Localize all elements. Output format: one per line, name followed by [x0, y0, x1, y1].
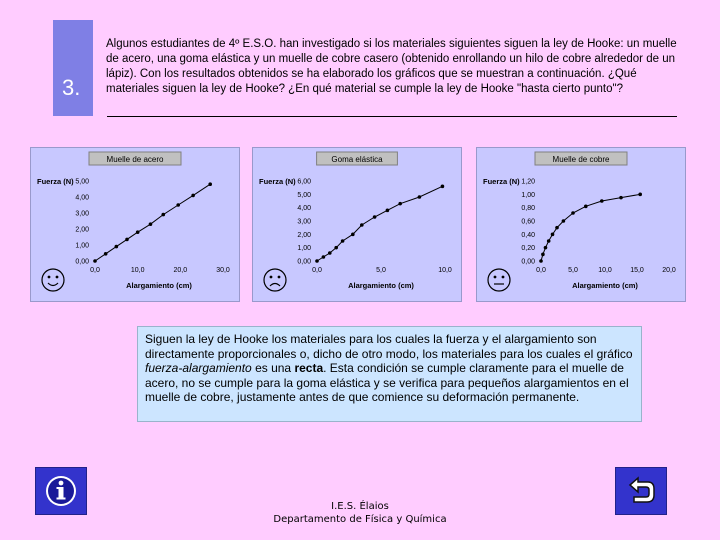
y-tick-label: 0,00: [75, 258, 89, 266]
info-icon: [36, 468, 86, 514]
return-arrow-icon: [616, 468, 666, 514]
chart-panel-rubber: [252, 147, 462, 302]
y-tick-label: 0,80: [521, 205, 535, 213]
data-point: [441, 185, 445, 189]
data-point: [360, 223, 364, 227]
chart-panel-copper: [476, 147, 686, 302]
explanation-bold: recta: [294, 361, 324, 375]
y-tick-label: 1,00: [297, 245, 311, 253]
footer-school: I.E.S. Élaios: [331, 501, 389, 512]
data-point: [584, 205, 588, 209]
x-axis-label: Alargamiento (cm): [348, 281, 414, 290]
series-line: [317, 186, 442, 261]
y-tick-label: 2,00: [75, 226, 89, 234]
data-point: [638, 193, 642, 197]
footer: [250, 500, 470, 526]
chart-svg: [31, 148, 239, 301]
y-axis-label: Fuerza (N): [483, 177, 520, 186]
data-point: [398, 202, 402, 206]
chart-title: Muelle de acero: [106, 155, 164, 164]
return-button[interactable]: [615, 467, 667, 515]
y-tick-label: 0,00: [297, 258, 311, 266]
data-point: [547, 239, 551, 243]
data-point: [125, 238, 129, 242]
x-tick-label: 5,0: [376, 267, 386, 274]
data-point: [541, 253, 545, 257]
divider: [107, 116, 677, 117]
sad-face-icon: [264, 269, 286, 291]
data-point: [562, 219, 566, 223]
data-point: [334, 246, 338, 250]
y-tick-label: 0,60: [521, 218, 535, 226]
data-point: [571, 211, 575, 215]
x-axis-label: Alargamiento (cm): [572, 281, 638, 290]
chart-title: Goma elástica: [331, 155, 383, 164]
data-point: [555, 226, 559, 230]
x-tick-label: 0,0: [90, 267, 100, 274]
info-button[interactable]: [35, 467, 87, 515]
data-point: [208, 182, 212, 186]
data-point: [386, 209, 390, 213]
y-axis-label: Fuerza (N): [37, 177, 74, 186]
data-point: [149, 222, 153, 226]
y-tick-label: 5,00: [297, 191, 311, 199]
data-point: [322, 255, 326, 259]
data-point: [551, 233, 555, 237]
y-tick-label: 0,40: [521, 231, 535, 239]
data-point: [418, 195, 422, 199]
y-tick-label: 0,20: [521, 245, 535, 253]
data-point: [191, 194, 195, 198]
data-point: [544, 246, 548, 250]
data-point: [115, 245, 119, 249]
x-axis-label: Alargamiento (cm): [126, 281, 192, 290]
question-number-box: [53, 20, 93, 116]
x-tick-label: 15,0: [630, 267, 644, 274]
y-tick-label: 3,00: [297, 218, 311, 226]
y-tick-label: 5,00: [75, 178, 89, 186]
data-point: [315, 259, 319, 263]
question-number: 3.: [62, 75, 81, 100]
explanation-italic: fuerza-alargamiento: [145, 361, 252, 375]
y-tick-label: 4,00: [75, 194, 89, 202]
explanation-text-3: . Esta condición se cumple claramente para el muelle de acero, no se cumple para la goma elástica y se verifica para pequeños alargamientos en el muelle de cobre, justamente antes de que comience su deformación permanente.: [145, 361, 629, 404]
data-point: [93, 259, 97, 263]
footer-department: Departamento de Física y Química: [273, 514, 447, 525]
x-tick-label: 30,0: [216, 267, 230, 274]
x-tick-label: 20,0: [173, 267, 188, 274]
data-point: [539, 259, 543, 263]
y-tick-label: 4,00: [297, 205, 311, 213]
y-tick-label: 0,00: [521, 258, 535, 266]
x-tick-label: 20,0: [662, 267, 676, 274]
data-point: [341, 239, 345, 243]
neutral-face-icon: [488, 269, 510, 291]
y-tick-label: 1,00: [75, 242, 89, 250]
data-point: [176, 203, 180, 207]
x-tick-label: 10,0: [598, 267, 612, 274]
chart-title: Muelle de cobre: [552, 155, 610, 164]
data-point: [136, 230, 140, 234]
x-tick-label: 10,0: [438, 267, 452, 274]
chart-svg: [477, 148, 685, 301]
chart-svg: [253, 148, 461, 301]
y-tick-label: 1,00: [521, 191, 535, 199]
x-tick-label: 0,0: [312, 267, 322, 274]
data-point: [161, 213, 165, 217]
intro-text: Algunos estudiantes de 4º E.S.O. han investigado si los materiales siguientes siguen la ley de Hooke: un muelle de acero, una goma elástica y un muelle de cobre casero (obtenido enrollando un hilo de cobre alrededor de un lápiz). Con los resultados obtenidos se ha elaborado los gráficos que se muestran a continuación. ¿Qué materiales siguen la ley de Hooke? ¿En qué material se cumple la ley de Hooke "hasta cierto punto"?: [106, 38, 677, 95]
chart-panel-steel: [30, 147, 240, 302]
explanation-box: [137, 326, 642, 422]
data-point: [373, 215, 377, 219]
x-tick-label: 5,0: [568, 267, 578, 274]
y-tick-label: 1,20: [521, 178, 535, 186]
data-point: [600, 199, 604, 203]
x-tick-label: 0,0: [536, 267, 546, 274]
y-tick-label: 2,00: [297, 231, 311, 239]
data-point: [328, 251, 332, 255]
y-tick-label: 3,00: [75, 210, 89, 218]
data-point: [351, 233, 355, 237]
y-axis-label: Fuerza (N): [259, 177, 296, 186]
smiling-face-icon: [42, 269, 64, 291]
y-tick-label: 6,00: [297, 178, 311, 186]
data-point: [104, 252, 108, 256]
explanation-text-1: Siguen la ley de Hooke los materiales para los cuales la fuerza y el alargamiento son directamente proporcionales o, dicho de otro modo, los materiales para los cuales el gráfico: [145, 332, 633, 361]
data-point: [619, 196, 623, 200]
explanation-text-2: es una: [251, 361, 295, 375]
x-tick-label: 10,0: [130, 267, 145, 274]
